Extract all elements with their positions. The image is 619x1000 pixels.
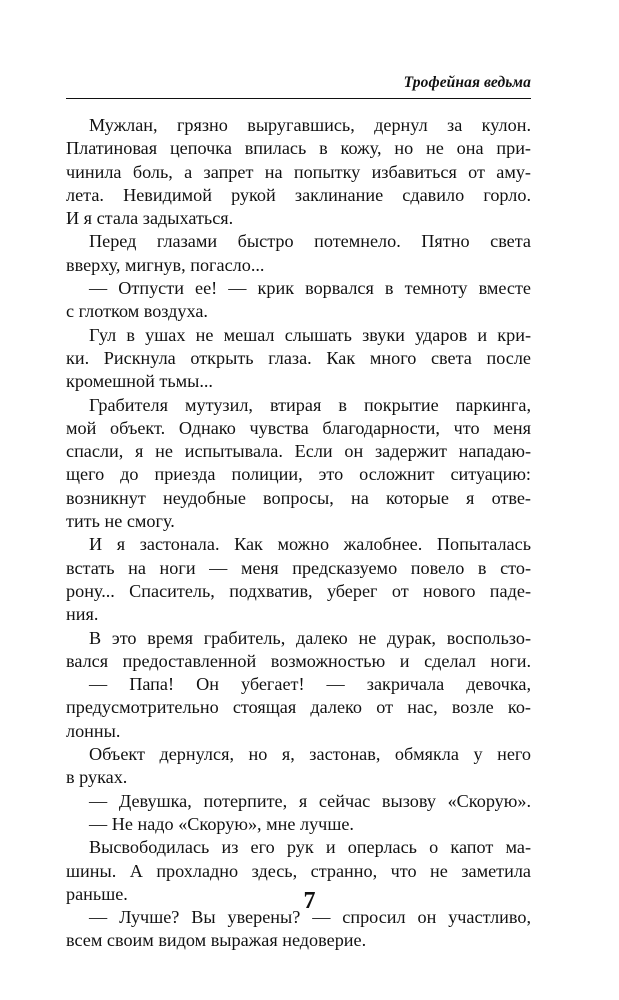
text-line: встать на ноги — меня предсказуемо повело в сто- [66,557,531,578]
text-line: вверху, мигнув, погасло... [66,254,265,275]
page-number: 7 [303,888,316,914]
text-line: кромешной тьмы... [66,371,213,392]
running-header [66,72,531,99]
text-line: И я застонала. Как можно жалобнее. Попыталась [89,534,531,555]
text-line: Грабителя мутузил, втирая в покрытие паркинга, [89,394,531,415]
text-line: — Лучше? Вы уверены? — спросил он участливо, [89,907,531,928]
text-line: с глотком воздуха. [66,301,208,322]
text-line: шины. А прохладно здесь, странно, что не заметила [66,860,531,881]
text-line: Перед глазами быстро потемнело. Пятно света [89,231,531,252]
text-line: щего до приезда полиции, это осложнит ситуацию: [66,464,531,485]
book-title: Трофейная ведьма [403,74,531,91]
text-line: спасли, я не испытывала. Если он задержит нападаю- [66,441,531,462]
text-line: ния. [66,604,99,625]
text-line: раньше. [66,883,128,904]
text-line: Мужлан, грязно выругавшись, дернул за кулон. [89,115,531,135]
text-line: — Девушка, потерпите, я сейчас вызову «Скорую». [89,790,531,811]
text-line: И я стала задыхаться. [66,208,234,229]
text-line: — Не надо «Скорую», мне лучше. [89,813,354,834]
text-line: чинила боль, а запрет на попытку избавиться от аму- [66,161,531,182]
text-line: в руках. [66,767,128,788]
text-line: — Папа! Он убегает! — закричала девочка, [89,674,531,695]
text-line: вался предоставленной возможностью и сделал ноги. [66,650,531,671]
text-line: ки. Рискнула открыть глаза. Как много света после [66,347,531,368]
text-line: Высвободилась из его рук и оперлась о капот ма- [89,837,531,858]
text-line: возникнут неудобные вопросы, на которые я отве- [66,487,531,508]
text-line: тить не смогу. [66,511,175,532]
text-line: В это время грабитель, далеко не дурак, воспользо- [89,627,531,648]
text-line: лета. Невидимой рукой заклинание сдавило горло. [66,184,531,205]
text-line: рону... Спаситель, подхватив, уберег от нового паде- [66,580,531,601]
page-body [66,114,531,953]
text-line: мой объект. Однако чувства благодарности, что меня [66,417,531,438]
text-line: — Отпусти ее! — крик ворвался в темноту вместе [89,278,531,299]
text-line: всем своим видом выражая недоверие. [66,930,367,951]
text-line: Платиновая цепочка впилась в кожу, но не она при- [66,138,531,159]
text-line: Гул в ушах не мешал слышать звуки ударов и кри- [89,324,531,345]
text-line: Объект дернулся, но я, застонав, обмякла у него [89,744,531,765]
text-line: лонны. [66,720,121,741]
text-line: предусмотрительно стоящая далеко от нас, возле ко- [66,697,531,718]
